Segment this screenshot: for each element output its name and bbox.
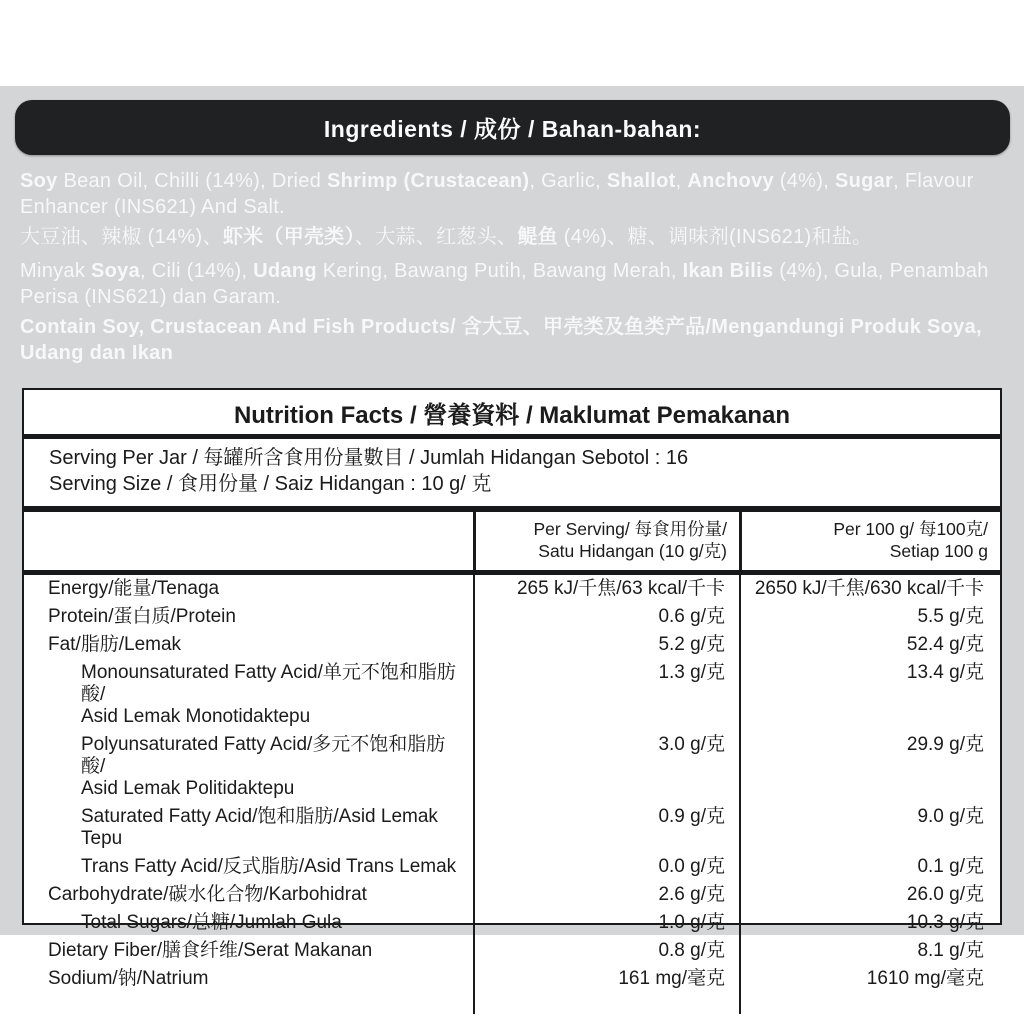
per-serving-value: 0.9 g/克 [473, 803, 739, 853]
per-100g-value: 29.9 g/克 [739, 731, 1000, 803]
per-100g-value: 0.1 g/克 [739, 853, 1000, 881]
text-segment: (4%), Gula, Penambah Perisa (INS621) dan Garam. [20, 260, 989, 308]
table-row-saturated-fat [24, 803, 1000, 853]
text-segment: , Flavour Enhancer (INS621) And Salt. [20, 170, 974, 218]
per-100g-value: 2650 kJ/千焦/630 kcal/千卡 [739, 575, 1000, 603]
row-label [24, 881, 473, 909]
column-header-per-100g [739, 512, 1000, 570]
filler-cell [473, 993, 739, 1014]
per-100g-value: 10.3 g/克 [739, 909, 1000, 937]
per-100g-value: 8.1 g/克 [739, 937, 1000, 965]
column-header-line: Per 100 g/ 每100克/ [833, 519, 988, 539]
text-segment: (4%), [773, 170, 835, 192]
text-segment: Soy [20, 170, 58, 192]
row-label [24, 853, 473, 881]
row-label [24, 965, 473, 993]
per-serving-value: 1.0 g/克 [473, 909, 739, 937]
row-label-text: Saturated Fatty Acid/饱和脂肪/Asid Lemak Tepu [81, 806, 438, 849]
row-label-line2: Asid Lemak Politidaktepu [81, 778, 295, 799]
ingredients-chinese [20, 224, 1008, 250]
row-label [24, 631, 473, 659]
filler-cell [24, 993, 473, 1014]
row-label [24, 731, 473, 803]
table-row-trans-fat [24, 853, 1000, 881]
per-100g-value: 26.0 g/克 [739, 881, 1000, 909]
text-segment: , [675, 170, 688, 192]
label-background [0, 86, 1024, 989]
table-row-monounsaturated-fat [24, 659, 1000, 731]
row-label-text: Carbohydrate/碳水化合物/Karbohidrat [48, 884, 367, 905]
per-serving-value: 2.6 g/克 [473, 881, 739, 909]
nutrition-facts-title: Nutrition Facts / 營養資料 / Maklumat Pemakanan [233, 402, 791, 429]
table-row-dietary-fiber [24, 937, 1000, 965]
per-serving-value: 161 mg/毫克 [473, 965, 739, 993]
row-label-text: Trans Fatty Acid/反式脂肪/Asid Trans Lemak [81, 856, 457, 877]
per-serving-value: 3.0 g/克 [473, 731, 739, 803]
table-row-energy [24, 575, 1000, 603]
table-row-carbohydrate [24, 881, 1000, 909]
ingredients-malay [20, 258, 1008, 310]
row-label [24, 659, 473, 731]
text-segment: (4%)、糖、调味剂(INS621)和盐。 [557, 226, 873, 248]
text-segment: Shallot [606, 170, 676, 192]
ingredients-title: Ingredients / 成份 / Bahan-bahan: [323, 116, 702, 142]
serving-per-jar: Serving Per Jar / 每罐所含食用份量數目 / Jumlah Hidangan Sebotol : 16 [49, 447, 689, 469]
column-header-line: Satu Hidangan (10 g/克) [538, 541, 727, 561]
table-row-total-sugars [24, 909, 1000, 937]
row-label-line2: Asid Lemak Monotidaktepu [81, 706, 311, 727]
text-segment: 虾米（甲壳类） [222, 226, 355, 248]
text-segment: Udang [253, 260, 317, 282]
row-label-text: Protein/蛋白质/Protein [48, 606, 236, 627]
row-label-text: Sodium/钠/Natrium [48, 968, 209, 989]
per-serving-value: 265 kJ/千焦/63 kcal/千卡 [473, 575, 739, 603]
serving-info [24, 439, 1000, 506]
table-row-fat [24, 631, 1000, 659]
row-label-text: Fat/脂肪/Lemak [48, 634, 182, 655]
row-label-text: Dietary Fiber/膳食纤维/Serat Makanan [48, 940, 373, 961]
nutrition-table-body [24, 575, 1000, 1014]
text-segment: Bean Oil, Chilli (14%), Dried [57, 170, 327, 192]
column-header-row [24, 512, 1000, 570]
row-label-text: Total Sugars/总糖/Jumlah Gula [81, 912, 342, 933]
row-label [24, 575, 473, 603]
per-100g-value: 1610 mg/毫克 [739, 965, 1000, 993]
per-serving-value: 0.6 g/克 [473, 603, 739, 631]
nutrition-facts-table [22, 388, 1002, 989]
per-100g-value: 13.4 g/克 [739, 659, 1000, 731]
ingredients-header-bar [15, 100, 1010, 155]
text-segment: , Cili (14%), [140, 260, 254, 282]
row-label [24, 603, 473, 631]
per-100g-value: 9.0 g/克 [739, 803, 1000, 853]
row-label-text: Monounsaturated Fatty Acid/单元不饱和脂肪酸/ [81, 662, 456, 705]
table-row-polyunsaturated-fat [24, 731, 1000, 803]
allergen-statement: Contain Soy, Crustacean And Fish Products/ 含大豆、甲壳类及鱼类产品/Mengandungi Produk Soya, Udang dan Ikan [20, 316, 982, 364]
per-serving-value: 0.8 g/克 [473, 937, 739, 965]
per-100g-value: 52.4 g/克 [739, 631, 1000, 659]
serving-size: Serving Size / 食用份量 / Saiz Hidangan : 10 g/ 克 [49, 473, 492, 495]
per-serving-value: 0.0 g/克 [473, 853, 739, 881]
row-label-text: Energy/能量/Tenaga [48, 578, 220, 599]
text-segment: 大豆油、辣椒 (14%)、 [20, 226, 223, 248]
column-header-line: Setiap 100 g [889, 541, 988, 561]
row-label [24, 937, 473, 965]
text-segment: Ikan Bilis [682, 260, 774, 282]
ingredients-english [20, 168, 1008, 220]
text-segment: Soya [91, 260, 141, 282]
column-header-line: Per Serving/ 每食用份量/ [533, 519, 727, 539]
row-label [24, 909, 473, 937]
row-label [24, 803, 473, 853]
per-serving-value: 5.2 g/克 [473, 631, 739, 659]
text-segment: Kering, Bawang Putih, Bawang Merah, [316, 260, 683, 282]
row-label-text: Polyunsaturated Fatty Acid/多元不饱和脂肪酸/ [81, 734, 446, 777]
filler-cell [739, 993, 1000, 1014]
per-serving-value: 1.3 g/克 [473, 659, 739, 731]
column-header-per-serving [473, 512, 739, 570]
text-segment: Sugar [834, 170, 894, 192]
text-segment: Anchovy [687, 170, 774, 192]
table-bottom-filler [24, 993, 1000, 1014]
text-segment: 鳀鱼 [517, 226, 558, 248]
text-segment: Minyak [20, 260, 92, 282]
text-segment: 、大蒜、红葱头、 [354, 226, 518, 248]
per-100g-value: 5.5 g/克 [739, 603, 1000, 631]
column-header-spacer [24, 512, 473, 570]
table-row-sodium [24, 965, 1000, 993]
table-row-protein [24, 603, 1000, 631]
text-segment: Shrimp (Crustacean) [326, 170, 530, 192]
text-segment: , Garlic, [529, 170, 607, 192]
